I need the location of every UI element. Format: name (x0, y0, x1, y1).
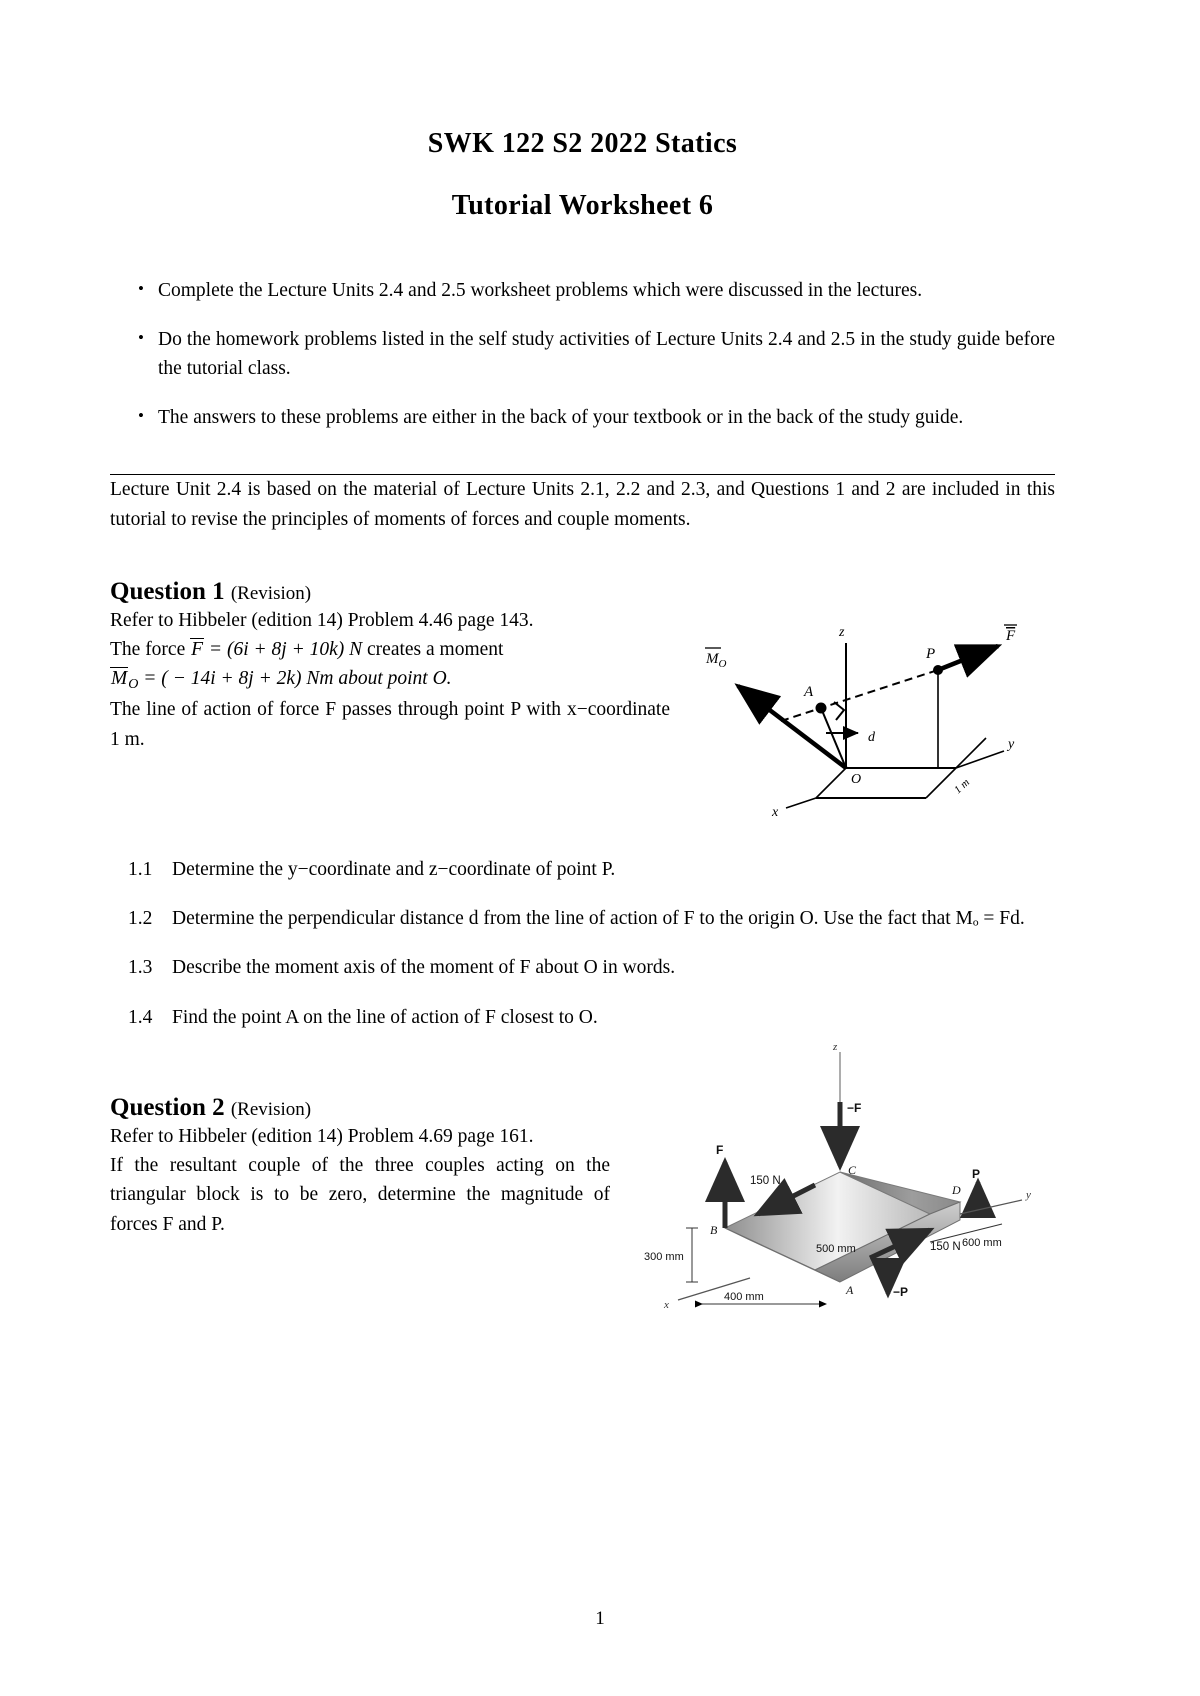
list-item: • Do the homework problems listed in the self study activities of Lecture Units 2.4 and 2.5 in the study guide before the tutorial class. (110, 326, 1055, 384)
question-1-reference: Refer to Hibbeler (edition 14) Problem 4.46 page 143. (110, 609, 534, 631)
page-content (110, 0, 1055, 1372)
figure-1-svg (686, 608, 1056, 823)
point-a-label: A (846, 1282, 854, 1297)
z-axis-label: z (833, 1041, 838, 1053)
force-P-label: P (972, 1166, 981, 1181)
force-vector-symbol: F (191, 639, 204, 661)
statement-suffix: creates a moment (367, 639, 504, 661)
dim-400-label: 400 mm (724, 1290, 764, 1303)
document-title-line1: SWK 122 S2 2022 Statics (427, 128, 738, 159)
intro-paragraph: Lecture Unit 2.4 is based on the material of Lecture Units 2.1, 2.2 and 2.3, and Questions 1 and 2 are included in this tutorial to revise the principles of moments of forces and couple moments. (110, 479, 1055, 530)
force-F-label: F (716, 1142, 724, 1157)
base-edge-diag (926, 768, 956, 798)
point-p-label: P (926, 645, 936, 662)
moment-vector-symbol: M (111, 668, 128, 690)
question-2-statement: If the resultant couple of the three couples acting on the triangular block is to be zero, determine the magnitude of forces F and P. (110, 1155, 610, 1235)
subquestion-text: Determine the perpendicular distance d from the line of action of F to the origin O. Use the fact that Mₒ = Fd. (172, 908, 1025, 930)
base-edge-left (816, 768, 846, 798)
question-2-text (110, 1122, 610, 1239)
list-item (110, 953, 1055, 982)
question-2-figure (630, 1042, 1050, 1322)
force-expression: = (6i + 8j + 10k) N (208, 639, 363, 661)
moment-subscript: O (128, 676, 139, 693)
dim-300-label: 300 mm (644, 1250, 684, 1263)
list-item (110, 904, 1055, 933)
moment-label-group: $M_O$ (706, 650, 727, 670)
point-b-label: B (710, 1222, 718, 1237)
question-1-title: Question 1 (110, 577, 225, 605)
x-axis-label: x (772, 804, 779, 820)
subquestion-number: 1.3 (128, 957, 153, 979)
y-axis-line (960, 1200, 1022, 1214)
subquestion-text: Find the point A on the line of action of F closest to O. (172, 1006, 598, 1028)
dim-600-label: 600 mm (962, 1236, 1002, 1249)
question-1-figure (686, 608, 1056, 823)
z-axis-label: z (839, 624, 845, 640)
question-1-statement-line: The line of action of force F passes through point P with x−coordinate 1 m. (110, 699, 670, 750)
statement-prefix: The force (110, 639, 186, 661)
subquestion-number: 1.4 (128, 1006, 153, 1028)
question-2-reference: Refer to Hibbeler (edition 14) Problem 4.69 page 161. (110, 1125, 534, 1147)
point-d-label: D (952, 1182, 961, 1197)
force-neg-P-label: −P (893, 1284, 909, 1299)
instructions-list (110, 277, 1055, 432)
subquestion-text: Determine the y−coordinate and z−coordinate of point P. (172, 858, 616, 880)
force-label-F: F (1006, 627, 1016, 644)
question-2-note: (Revision) (230, 1098, 312, 1120)
list-item: • The answers to these problems are either in the back of your textbook or in the back of the study guide. (110, 404, 1055, 433)
right-angle-mark (834, 702, 844, 720)
dim-500-label: 500 mm (816, 1242, 856, 1255)
list-item (110, 855, 1055, 884)
x-axis-line (786, 798, 816, 808)
force-150N-top-label: 150 N (750, 1174, 781, 1187)
y-axis-label: y (1026, 1188, 1031, 1201)
figure-2-svg (630, 1042, 1050, 1322)
question-1-subquestions (110, 855, 1055, 1032)
point-a-label: A (804, 683, 814, 700)
force-150N-bottom-label: 150 N (930, 1240, 961, 1253)
subquestion-number: 1.2 (128, 908, 153, 930)
force-neg-F-label: −F (847, 1100, 862, 1115)
list-item (110, 1003, 1055, 1032)
document-title-line2: Tutorial Worksheet 6 (451, 190, 714, 221)
distance-label-d: d (868, 729, 875, 745)
question-1-text (110, 606, 670, 754)
question-1-block (110, 606, 1055, 821)
y-axis-line (956, 751, 1004, 768)
question-2-title: Question 2 (110, 1093, 225, 1121)
list-item: • Complete the Lecture Units 2.4 and 2.5 worksheet problems which were discussed in the lectures. (110, 277, 1055, 306)
question-1-note: (Revision) (230, 582, 312, 604)
dimension-1m-label: 1 m (951, 776, 973, 797)
question-1-statement-force (110, 635, 670, 695)
moment-expression: = ( − 14i + 8j + 2k) Nm about point O. (143, 668, 452, 690)
subquestion-number: 1.1 (128, 858, 153, 880)
point-c-label: C (848, 1162, 857, 1177)
x-axis-label: x (664, 1298, 669, 1311)
page-number: 1 (595, 1608, 605, 1629)
question-1-heading (110, 578, 1055, 606)
point-p-marker (933, 665, 943, 675)
subquestion-text: Describe the moment axis of the moment of F about O in words. (172, 957, 676, 979)
y-axis-label: y (1008, 736, 1015, 752)
origin-label: O (851, 771, 862, 787)
force-arrow (938, 646, 998, 670)
